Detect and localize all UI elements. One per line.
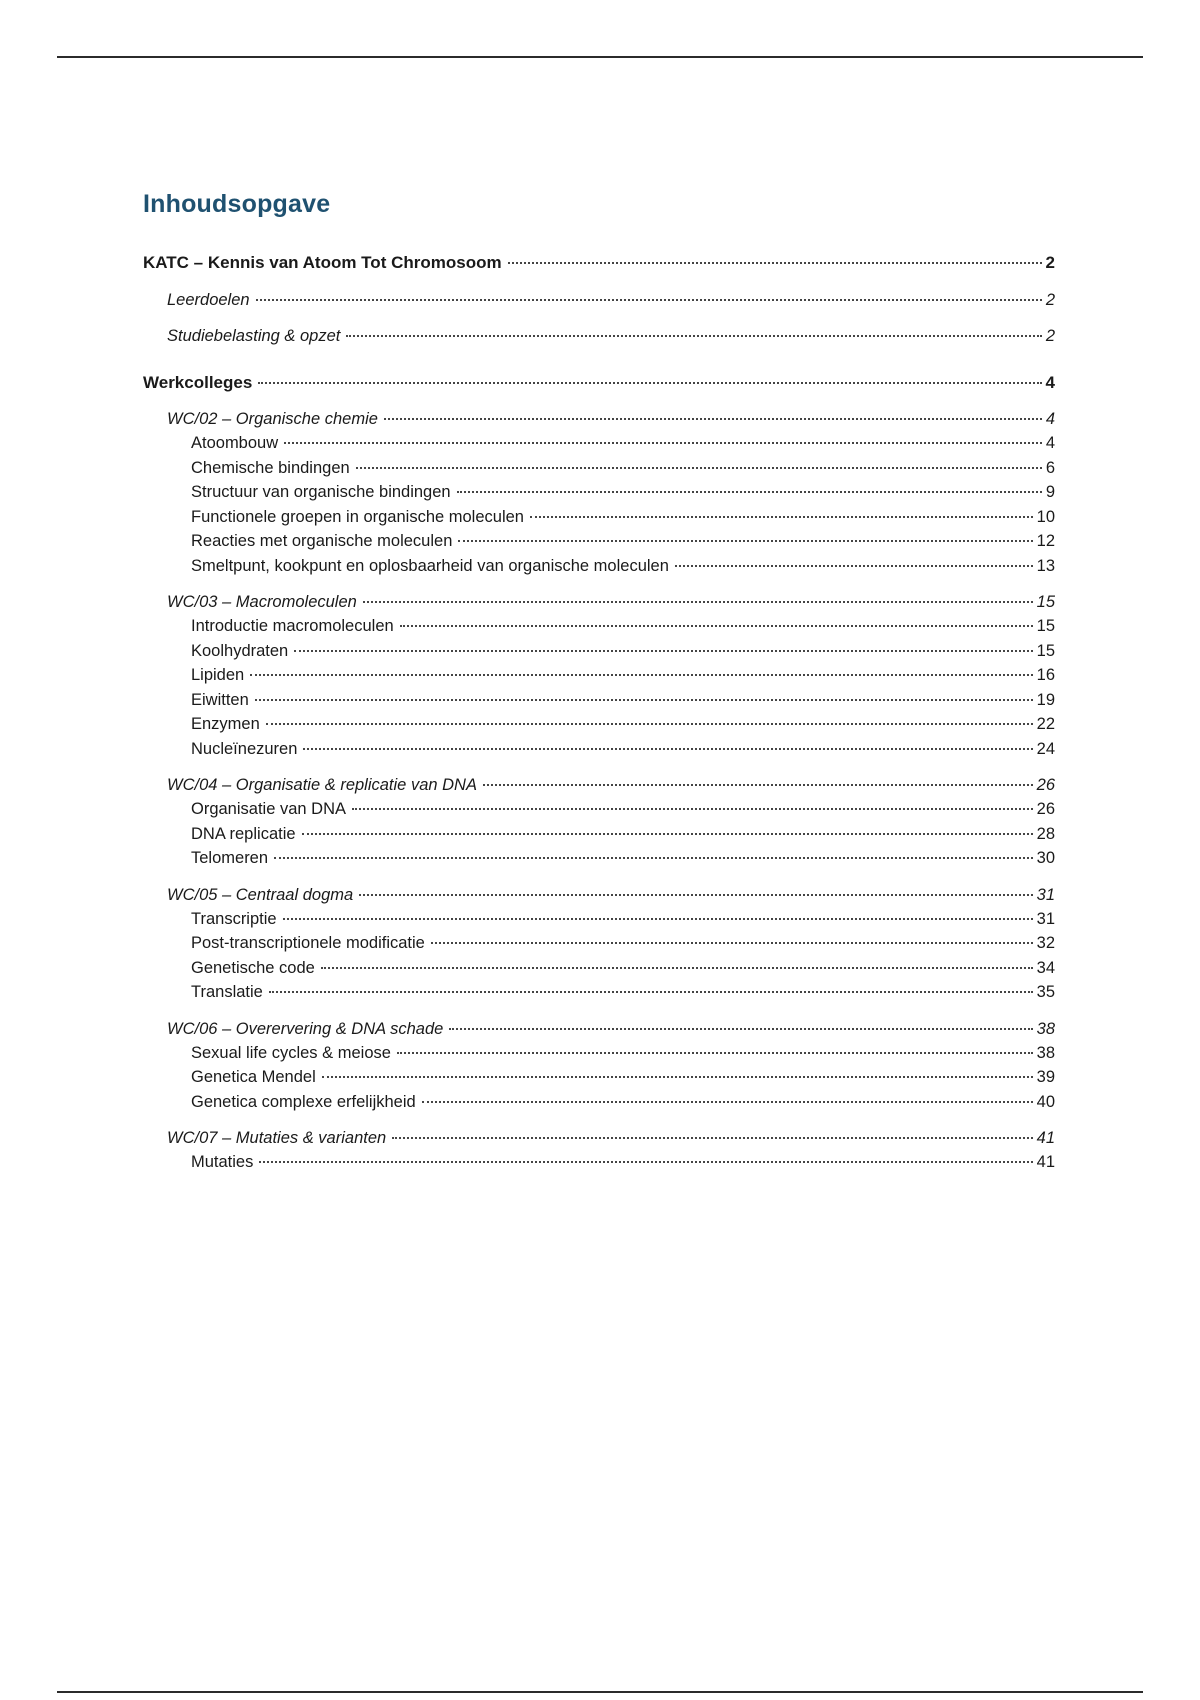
dot-leader: [392, 1137, 1032, 1139]
dot-leader: [449, 1028, 1032, 1030]
toc-page-number: 15: [1036, 617, 1055, 635]
toc-entry-label: Translatie: [191, 983, 263, 1001]
toc-item-entry[interactable]: [143, 825, 1055, 850]
toc-item-entry[interactable]: [143, 983, 1055, 1008]
toc-subsection-entry[interactable]: [143, 410, 1055, 434]
toc-page-number: 2: [1045, 327, 1055, 345]
toc-title: Inhoudsopgave: [143, 190, 331, 218]
toc-item-entry[interactable]: [143, 557, 1055, 582]
toc-page-number: 10: [1036, 507, 1055, 526]
toc-entry-label: WC/02 – Organische chemie: [167, 410, 378, 428]
dot-leader: [422, 1101, 1033, 1103]
toc-item-entry[interactable]: [143, 666, 1055, 691]
toc-item-entry[interactable]: [143, 459, 1055, 484]
toc-page-number: 30: [1036, 849, 1055, 867]
toc-item-entry[interactable]: [143, 1044, 1055, 1069]
dot-leader: [457, 491, 1042, 493]
toc-entry-label: Post-transcriptionele modificatie: [191, 934, 425, 952]
toc-item-entry[interactable]: [143, 715, 1055, 740]
toc-page-number: 41: [1036, 1129, 1055, 1147]
toc-page-number: 24: [1036, 739, 1055, 758]
toc-entry-label: Reacties met organische moleculen: [191, 532, 453, 550]
dot-leader: [322, 1076, 1033, 1078]
toc-section-entry[interactable]: [143, 373, 1055, 399]
toc-page-number: 28: [1036, 824, 1055, 843]
toc-entry-label: Functionele groepen in organische moleculen: [191, 507, 524, 526]
dot-leader: [303, 748, 1032, 750]
toc-entry-label: WC/03 – Macromoleculen: [167, 593, 357, 611]
dot-leader: [255, 699, 1033, 701]
toc-page-number: 38: [1036, 1043, 1055, 1062]
toc-page-number: 19: [1036, 690, 1055, 709]
toc-entry-label: Smeltpunt, kookpunt en oplosbaarheid van organische moleculen: [191, 556, 669, 575]
toc-page-number: 4: [1045, 373, 1055, 392]
toc-item-entry[interactable]: [143, 1153, 1055, 1178]
toc-entry-label: Enzymen: [191, 715, 260, 733]
toc-entry-label: Genetica complexe erfelijkheid: [191, 1092, 416, 1111]
toc-item-entry[interactable]: [143, 434, 1055, 459]
dot-leader: [321, 967, 1033, 969]
toc-item-entry[interactable]: [143, 691, 1055, 716]
toc-page-number: 4: [1045, 434, 1055, 452]
toc-subsection-entry[interactable]: [143, 327, 1055, 351]
toc-entry-label: Telomeren: [191, 849, 269, 867]
dot-leader: [530, 516, 1033, 518]
toc-entry-label: WC/07 – Mutaties & varianten: [167, 1129, 387, 1147]
dot-leader: [508, 262, 1042, 264]
dot-leader: [256, 299, 1042, 301]
dot-leader: [675, 565, 1033, 567]
toc-entry-label: Mutaties: [191, 1153, 254, 1171]
toc-item-entry[interactable]: [143, 959, 1055, 984]
dot-leader: [283, 918, 1033, 920]
dot-leader: [352, 808, 1033, 810]
toc-page-number: 34: [1036, 958, 1055, 977]
dot-leader: [400, 625, 1033, 627]
table-of-contents: [143, 253, 1055, 1178]
dot-leader: [284, 442, 1042, 444]
toc-page-number: 39: [1036, 1068, 1055, 1086]
toc-page-number: 16: [1036, 666, 1055, 684]
toc-entry-label: DNA replicatie: [191, 824, 296, 843]
dot-leader: [359, 894, 1032, 896]
toc-page-number: 31: [1036, 909, 1055, 928]
dot-leader: [294, 650, 1032, 652]
toc-entry-label: Genetica Mendel: [191, 1068, 316, 1086]
dot-leader: [250, 674, 1032, 676]
dot-leader: [269, 991, 1033, 993]
toc-entry-label: Werkcolleges: [143, 373, 253, 392]
toc-page-number: 31: [1036, 885, 1055, 904]
toc-page-number: 15: [1036, 641, 1055, 660]
toc-page-number: 22: [1036, 715, 1055, 733]
toc-section-entry[interactable]: [143, 253, 1055, 279]
toc-page-number: 26: [1036, 800, 1055, 818]
dot-leader: [266, 723, 1033, 725]
toc-subsection-entry[interactable]: [143, 593, 1055, 617]
toc-subsection-entry[interactable]: [143, 291, 1055, 315]
toc-entry-label: Lipiden: [191, 666, 245, 684]
header-rule: [57, 56, 1143, 58]
toc-page-number: 41: [1036, 1153, 1055, 1171]
toc-entry-label: Studiebelasting & opzet: [167, 327, 341, 345]
toc-page-number: 4: [1045, 410, 1055, 428]
toc-entry-label: Nucleïnezuren: [191, 739, 298, 758]
toc-entry-label: Chemische bindingen: [191, 458, 350, 477]
toc-entry-label: WC/05 – Centraal dogma: [167, 885, 354, 904]
toc-item-entry[interactable]: [143, 740, 1055, 765]
toc-entry-label: Structuur van organische bindingen: [191, 483, 451, 501]
toc-entry-label: Eiwitten: [191, 690, 249, 709]
toc-page-number: 40: [1036, 1092, 1055, 1111]
toc-subsection-entry[interactable]: [143, 776, 1055, 800]
toc-page-number: 35: [1036, 983, 1055, 1001]
toc-page-number: 15: [1036, 593, 1055, 611]
toc-page-number: 6: [1045, 458, 1055, 477]
toc-page-number: 2: [1045, 291, 1055, 309]
dot-leader: [302, 833, 1033, 835]
toc-item-entry[interactable]: [143, 849, 1055, 874]
toc-item-entry[interactable]: [143, 483, 1055, 508]
toc-item-entry[interactable]: [143, 532, 1055, 557]
dot-leader: [483, 784, 1033, 786]
toc-item-entry[interactable]: [143, 910, 1055, 935]
toc-entry-label: Koolhydraten: [191, 641, 289, 660]
toc-item-entry[interactable]: [143, 800, 1055, 825]
toc-subsection-entry[interactable]: [143, 1129, 1055, 1153]
toc-page-number: 12: [1036, 532, 1055, 550]
toc-item-entry[interactable]: [143, 1093, 1055, 1118]
dot-leader: [363, 601, 1033, 603]
toc-entry-label: Leerdoelen: [167, 291, 250, 309]
dot-leader: [356, 467, 1042, 469]
dot-leader: [431, 942, 1033, 944]
dot-leader: [259, 1161, 1032, 1163]
toc-entry-label: KATC – Kennis van Atoom Tot Chromosoom: [143, 253, 502, 272]
toc-item-entry[interactable]: [143, 934, 1055, 959]
dot-leader: [346, 335, 1041, 337]
toc-entry-label: Transcriptie: [191, 909, 277, 928]
toc-entry-label: WC/04 – Organisatie & replicatie van DNA: [167, 776, 477, 794]
toc-item-entry[interactable]: [143, 642, 1055, 667]
dot-leader: [397, 1052, 1033, 1054]
toc-item-entry[interactable]: [143, 617, 1055, 642]
toc-entry-label: Sexual life cycles & meiose: [191, 1043, 391, 1062]
dot-leader: [258, 382, 1041, 384]
toc-item-entry[interactable]: [143, 1068, 1055, 1093]
toc-subsection-entry[interactable]: [143, 1020, 1055, 1044]
footer-rule: [57, 1691, 1143, 1693]
toc-entry-label: Introductie macromoleculen: [191, 617, 394, 635]
toc-entry-label: WC/06 – Overervering & DNA schade: [167, 1019, 444, 1038]
toc-page-number: 2: [1045, 253, 1055, 272]
toc-page-number: 9: [1045, 483, 1055, 501]
toc-page-number: 38: [1036, 1019, 1055, 1038]
toc-subsection-entry[interactable]: [143, 886, 1055, 910]
dot-leader: [274, 857, 1033, 859]
dot-leader: [384, 418, 1042, 420]
toc-entry-label: Organisatie van DNA: [191, 800, 346, 818]
toc-page-number: 26: [1036, 776, 1055, 794]
toc-entry-label: Genetische code: [191, 958, 315, 977]
toc-page-number: 32: [1036, 934, 1055, 952]
toc-page-number: 13: [1036, 556, 1055, 575]
toc-item-entry[interactable]: [143, 508, 1055, 533]
dot-leader: [458, 540, 1032, 542]
toc-entry-label: Atoombouw: [191, 434, 279, 452]
